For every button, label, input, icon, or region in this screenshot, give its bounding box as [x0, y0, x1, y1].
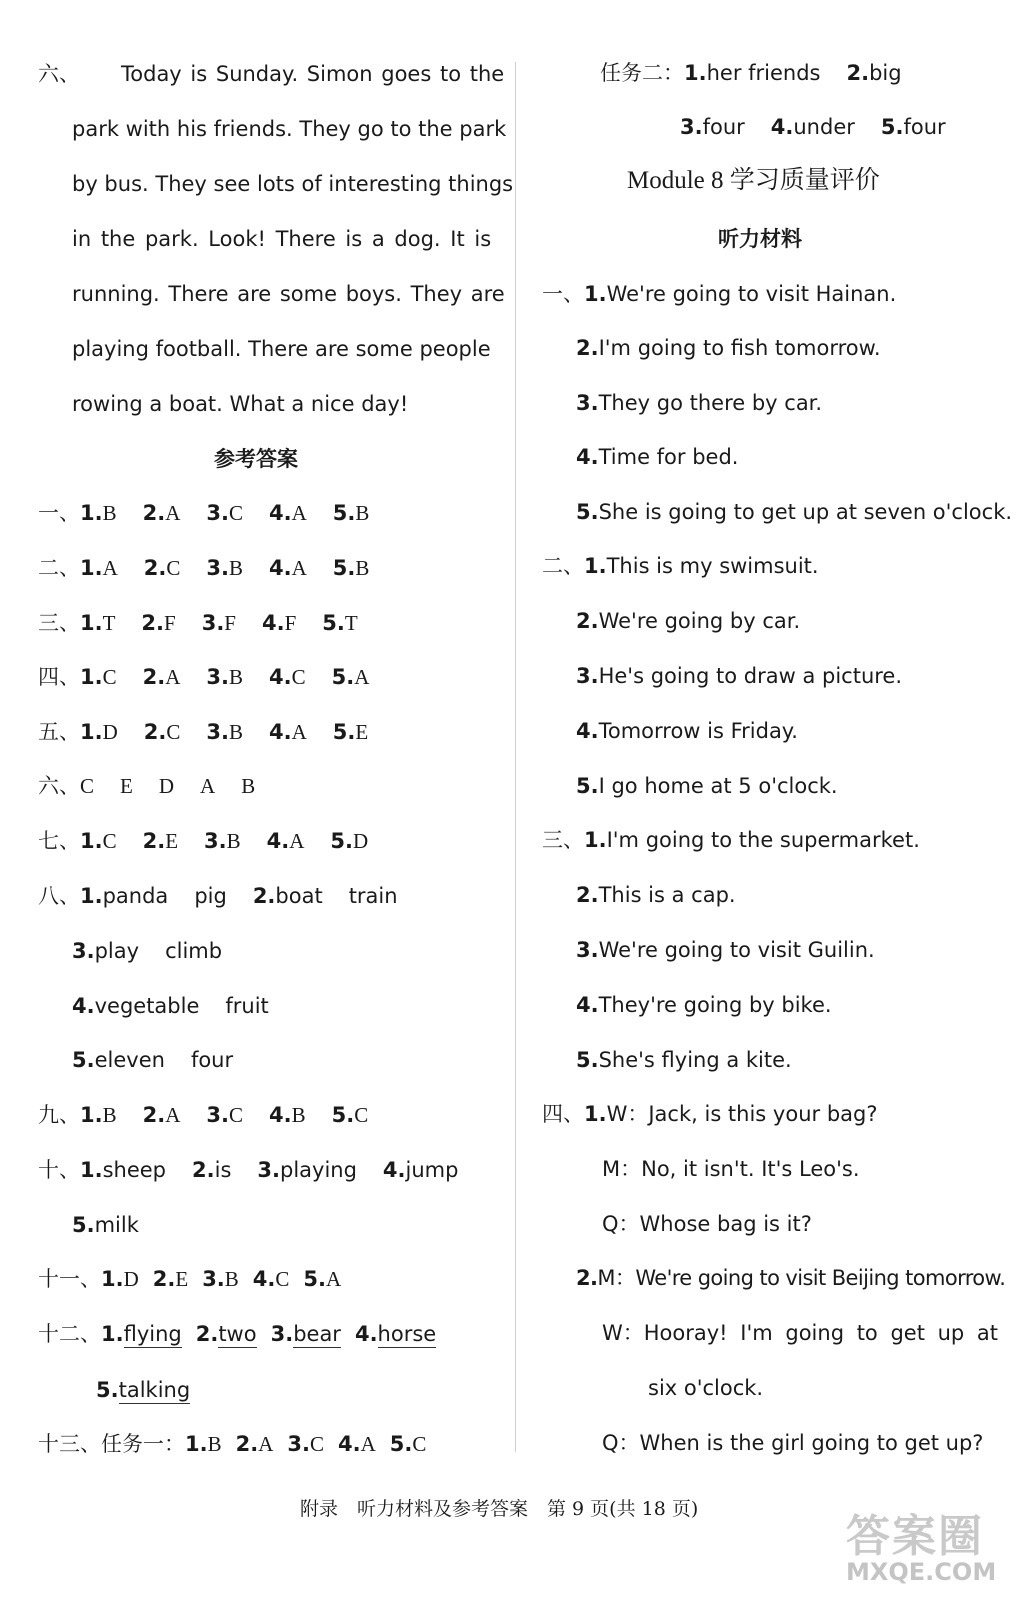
watermark-logo: [842, 1500, 1002, 1588]
answers-title: 参考答案: [214, 447, 298, 471]
answer-row-10-line-1: 十、1.sheep 2.is 3.playing 4.jump: [38, 1158, 459, 1182]
answer-row-1: 一、1.B 2.A 3.C 4.A 5.B: [38, 501, 370, 525]
dialogue-1-q: Q：Whose bag is it?: [602, 1212, 812, 1236]
module-title: Module 8 学习质量评价: [627, 167, 880, 194]
listening-title: 听力材料: [718, 227, 802, 251]
section-1-line-5: 5.She is going to get up at seven o'clock.: [576, 500, 1013, 524]
section-2-line-3: 3.He's going to draw a picture.: [576, 664, 903, 688]
section-2-line-1: 二、1.This is my swimsuit.: [542, 554, 819, 578]
section-3-line-4: 4.They're going by bike.: [576, 993, 832, 1017]
section-2-line-4: 4.Tomorrow is Friday.: [576, 719, 798, 743]
passage-line-5: running. There are some boys. They are: [72, 282, 505, 306]
page-footer: 附录 听力材料及参考答案 第 9 页(共 18 页): [300, 1498, 699, 1520]
watermark-bottom-text: MXQE.COM: [846, 1558, 997, 1586]
answer-row-8-line-1: 八、1.panda pig 2.boat train: [38, 884, 398, 908]
watermark-top-text: 答案圈: [846, 1511, 984, 1562]
passage-line-7: rowing a boat. What a nice day!: [72, 392, 409, 416]
answer-row-9: 九、1.B 2.A 3.C 4.B 5.C: [38, 1103, 369, 1127]
section-3-line-5: 5.She's flying a kite.: [576, 1048, 792, 1072]
section-1-line-3: 3.They go there by car.: [576, 391, 823, 415]
passage-line-1: Today is Sunday. Simon goes to the: [121, 62, 505, 86]
section-1-line-1: 一、1.We're going to visit Hainan.: [542, 282, 897, 306]
passage-line-2: park with his friends. They go to the park: [72, 117, 507, 141]
answer-row-12-line-1: 十二、1.flying 2.two 3.bear 4.horse: [38, 1322, 437, 1346]
answer-row-11: 十一、1.D 2.E 3.B 4.C 5.A: [38, 1267, 342, 1291]
passage-number: 六、: [38, 62, 80, 86]
task2-line-1: 任务二：1.her friends 2.big: [600, 61, 902, 85]
section-2-line-2: 2.We're going by car.: [576, 609, 801, 633]
dialogue-2-m: 2.M：We're going to visit Beijing tomorrow.: [576, 1266, 1006, 1290]
answer-row-6: 六、C E D A B: [38, 774, 256, 798]
answer-row-8-line-2: 3.play climb: [72, 939, 223, 963]
task2-line-2: 3.four 4.under 5.four: [680, 115, 946, 139]
column-divider: [515, 62, 516, 1452]
answer-row-12-line-2: 5.talking: [96, 1378, 191, 1402]
answer-row-5: 五、1.D 2.C 3.B 4.A 5.E: [38, 720, 369, 744]
section-2-line-5: 5.I go home at 5 o'clock.: [576, 774, 838, 798]
answer-row-13: 十三、任务一：1.B 2.A 3.C 4.A 5.C: [38, 1432, 427, 1456]
answer-row-10-line-2: 5.milk: [72, 1213, 139, 1237]
passage-line-4: in the park. Look! There is a dog. It is: [72, 227, 492, 251]
section-3-line-2: 2.This is a cap.: [576, 883, 736, 907]
passage-line-3: by bus. They see lots of interesting things: [72, 172, 514, 196]
answer-row-8-line-3: 4.vegetable fruit: [72, 994, 269, 1018]
answer-row-7: 七、1.C 2.E 3.B 4.A 5.D: [38, 829, 369, 853]
dialogue-2-w: W：Hooray! I'm going to get up at: [602, 1321, 999, 1345]
section-3-line-3: 3.We're going to visit Guilin.: [576, 938, 875, 962]
answer-row-4: 四、1.C 2.A 3.B 4.C 5.A: [38, 665, 370, 689]
dialogue-1-m: M：No, it isn't. It's Leo's.: [602, 1157, 860, 1181]
section-1-line-2: 2.I'm going to fish tomorrow.: [576, 336, 881, 360]
answer-row-2: 二、1.A 2.C 3.B 4.A 5.B: [38, 556, 370, 580]
answer-row-3: 三、1.T 2.F 3.F 4.F 5.T: [38, 611, 358, 635]
passage-line-6: playing football. There are some people: [72, 337, 491, 361]
answer-row-8-line-4: 5.eleven four: [72, 1048, 234, 1072]
dialogue-2-w-cont: six o'clock.: [648, 1376, 764, 1400]
section-3-line-1: 三、1.I'm going to the supermarket.: [542, 828, 920, 852]
dialogue-2-q: Q：When is the girl going to get up?: [602, 1431, 984, 1455]
section-1-line-4: 4.Time for bed.: [576, 445, 739, 469]
dialogue-1-w: 四、1.W：Jack, is this your bag?: [542, 1102, 878, 1126]
